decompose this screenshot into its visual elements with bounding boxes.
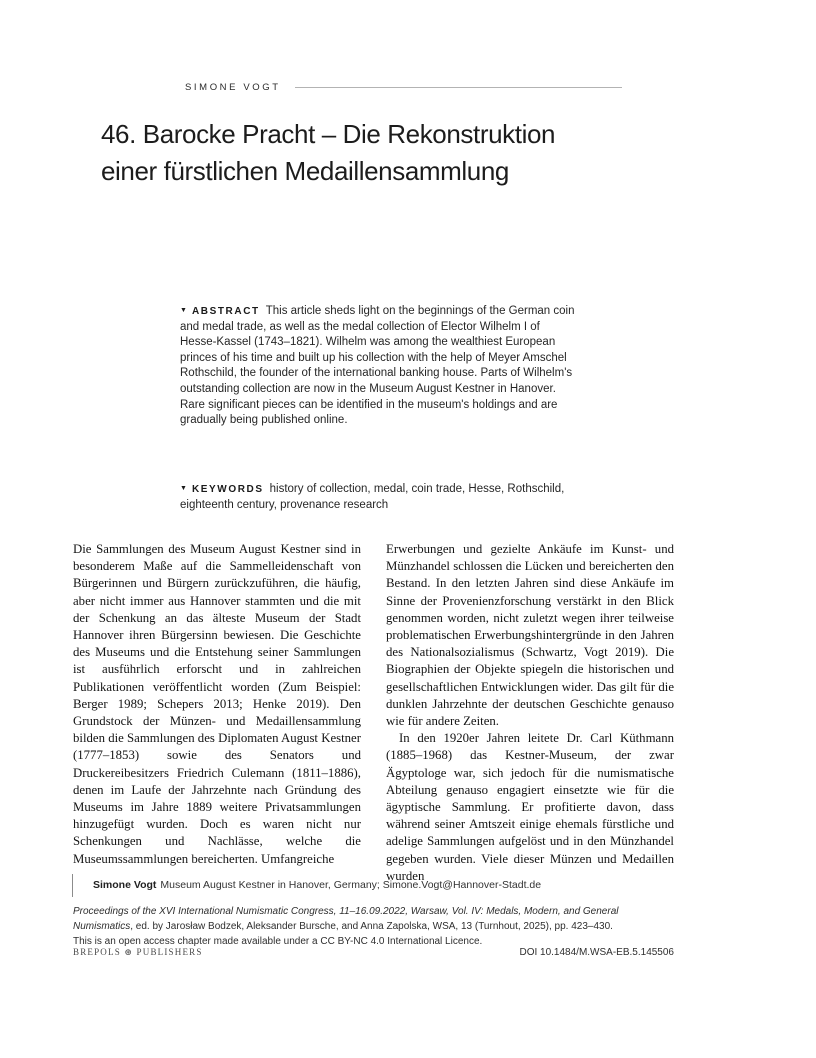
body-columns	[73, 541, 674, 885]
proceedings-title-italic: Proceedings of the XVI International Numismatic Congress, 11–16.09.2022, Warsaw, Vol. IV: Medals, Modern, and General Numismatics	[73, 906, 619, 932]
keywords-marker-icon: ▼	[180, 485, 187, 492]
author-header: SIMONE VOGT	[185, 82, 281, 93]
doi-text: DOI 10.1484/M.WSA-EB.5.145506	[519, 947, 674, 958]
chapter-title-line2: einer fürstlichen Medaillensammlung	[101, 156, 509, 186]
chapter-title	[101, 116, 661, 190]
header-rule	[295, 87, 622, 88]
body-paragraph: Erwerbungen und gezielte Ankäufe im Kunst- und Münzhandel schlossen die Lücken und bereicherten den Bestand. In den letzten Jahren sind diese Ankäufe im Sinne der Provenienzforschung verstärkt in den Blick genommen worden, nicht zuletzt wegen ihrer teilweise problematischen Erwerbungshintergründe in den Jahren des Nationalsozialismus (Schwartz, Vogt 2019). Die Biographien der Objekte spiegeln die historischen und gesellschaftlichen Entwicklungen wider. Das gilt für die dunklen Jahrzehnte der deutschen Geschichte genauso wie für andere Zeiten.	[386, 542, 674, 729]
license-note: This is an open access chapter made available under a CC BY-NC 4.0 International Licence.	[73, 936, 483, 947]
author-footnote	[72, 874, 653, 897]
proceedings-editors: , ed. by Jarosław Bodzek, Aleksander Bursche, and Anna Zapolska, WSA, 13 (Turnhout, 2025), pp. 423–430.	[130, 921, 613, 932]
body-paragraph: Die Sammlungen des Museum August Kestner sind in besonderem Maße auf die Sammelleidenschaft von Bürgerinnen und Bürgern zurückzuführen, die häufig, aber nicht immer aus Hannover stammten und die mit der Schenkung an das älteste Museum der Stadt Hannover ihren Bürgersinn bewiesen. Die Geschichte des Museums und die Entstehung seiner Sammlungen ist ausführlich erforscht und in zahlreichen Publikationen veröffentlicht worden (Zum Beispiel: Berger 1989; Schepers 2013; Henke 2019). Den Grundstock der Münzen- und Medaillensammlung bilden die Sammlungen des Diplomaten August Kestner (1777–1853) sowie des Senators und Druckereibesitzers Friedrich Culemann (1811–1886), denen im Laufe der Jahrzehnte nach Gründung des Museums im Jahre 1889 weitere Privatsammlungen hinzugefügt wurden. Doch es waren nicht nur Schenkungen und Nachlässe, welche die Museumssammlungen bereicherten. Umfangreiche	[73, 542, 361, 866]
keywords-section	[180, 481, 577, 513]
keywords-label: KEYWORDS	[191, 484, 264, 495]
footnote-affiliation: Museum August Kestner in Hanover, Germany; Simone.Vogt@Hannover-Stadt.de	[160, 879, 542, 891]
abstract-marker-icon: ▼	[180, 307, 187, 314]
body-column-left	[73, 541, 361, 885]
imprint-block	[73, 904, 674, 949]
publisher-imprint: BREPOLS ⊛ PUBLISHERS	[73, 947, 203, 957]
footnote-author-name: Simone Vogt	[93, 879, 157, 891]
running-header	[185, 82, 622, 93]
abstract-text: This article sheds light on the beginnings of the German coin and medal trade, as well as the medal collection of Elector Wilhelm I of Hesse-Kassel (1743–1821). Wilhelm was among the wealthiest European princes of his time and built up his collection with the help of Meyer Amschel Rothschild, the founder of the international banking house. Parts of Wilhelm's outstanding collection are now in the Museum August Kestner in Hanover. Rare significant pieces can be identified in the museum's holdings and are gradually being published online.	[180, 305, 575, 427]
publisher-row	[73, 947, 674, 958]
body-column-right	[386, 541, 674, 885]
proceedings-citation	[73, 904, 674, 934]
body-paragraph: In den 1920er Jahren leitete Dr. Carl Küthmann (1885–1968) das Kestner-Museum, der zwar Ägyptologe war, sich jedoch für die numismatische Abteilung genauso engagiert einsetzte wie für die ägyptische Sammlung. Er profitierte davon, dass während seiner Amtszeit einige ehemals fürstliche und adelige Sammlungen aufgelöst und in den Münzhandel gegeben wurden. Viele dieser Münzen und Medaillen wurden	[386, 731, 674, 883]
keywords-text: history of collection, medal, coin trade, Hesse, Rothschild, eighteenth century, provenance research	[180, 483, 565, 511]
chapter-title-line1: 46. Barocke Pracht – Die Rekonstruktion	[101, 119, 556, 149]
abstract-label: ABSTRACT	[191, 306, 260, 317]
abstract-section	[180, 303, 577, 429]
